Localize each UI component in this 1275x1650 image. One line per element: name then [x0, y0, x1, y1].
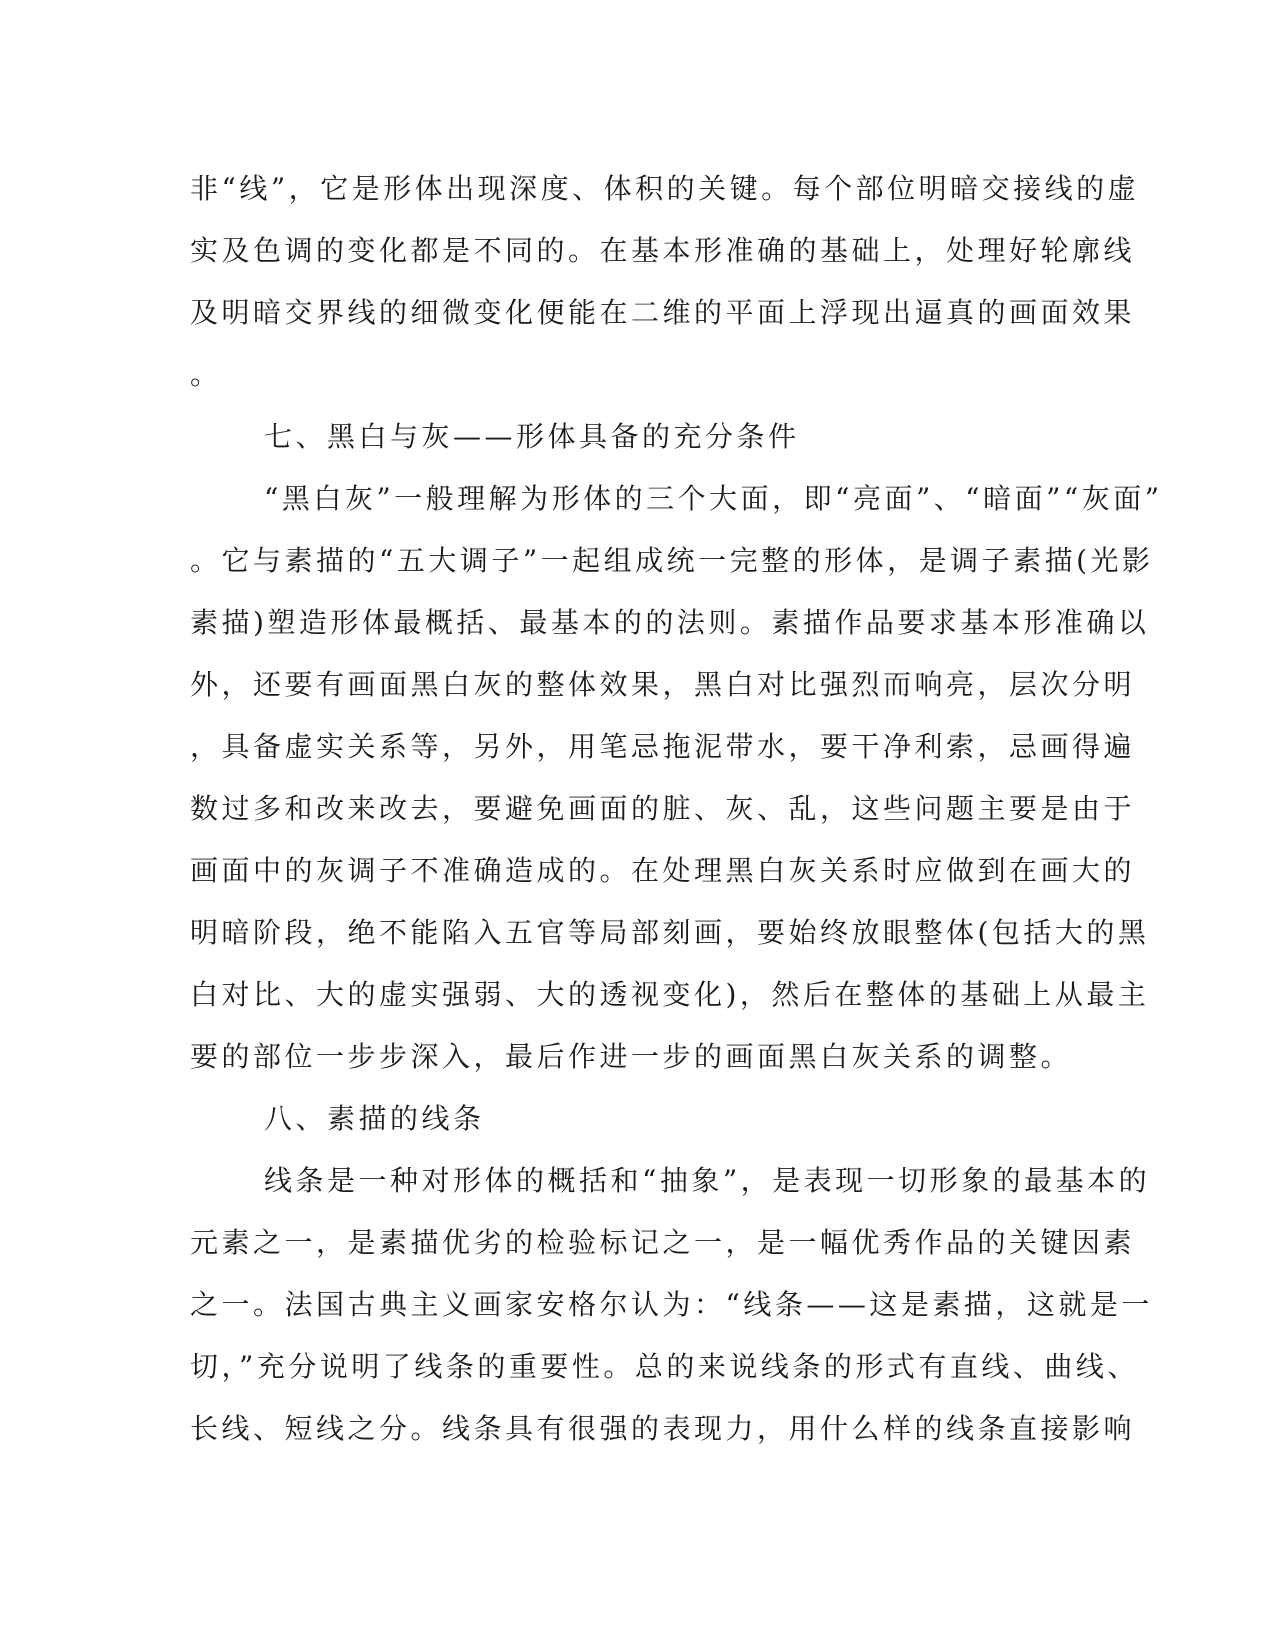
text-line: 。它与素描的“五大调子”一起组成统一完整的形体，是调子素描(光影 — [190, 544, 1154, 577]
section-heading-8: 八、素描的线条 — [264, 1102, 485, 1135]
text-line: “黑白灰”一般理解为形体的三个大面，即“亮面”、“暗面”“灰面” — [264, 482, 1163, 515]
text-line: 素描)塑造形体最概括、最基本的的法则。素描作品要求基本形准确以 — [190, 606, 1150, 639]
text-line: 元素之一，是素描优劣的检验标记之一，是一幅优秀作品的关键因素 — [190, 1226, 1136, 1259]
section-heading-7: 七、黑白与灰——形体具备的充分条件 — [264, 420, 800, 453]
text-line: 明暗阶段，绝不能陷入五官等局部刻画，要始终放眼整体(包括大的黑 — [190, 916, 1150, 949]
text-line: 外，还要有画面黑白灰的整体效果，黑白对比强烈而响亮，层次分明 — [190, 668, 1136, 701]
text-line: 实及色调的变化都是不同的。在基本形准确的基础上，处理好轮廓线 — [190, 234, 1136, 267]
text-line: 及明暗交界线的细微变化便能在二维的平面上浮现出逼真的画面效果 — [190, 296, 1136, 329]
text-line: 切，”充分说明了线条的重要性。总的来说线条的形式有直线、曲线、 — [190, 1350, 1139, 1383]
text-line: 画面中的灰调子不准确造成的。在处理黑白灰关系时应做到在画大的 — [190, 854, 1136, 887]
text-line: 白对比、大的虚实强弱、大的透视变化)，然后在整体的基础上从最主 — [190, 978, 1150, 1011]
document-text-body — [190, 158, 1163, 1460]
text-line: ，具备虚实关系等，另外，用笔忌拖泥带水，要干净利索，忌画得遍 — [190, 730, 1136, 763]
text-line: 数过多和改来改去，要避免画面的脏、灰、乱，这些问题主要是由于 — [190, 792, 1136, 825]
text-line: 线条是一种对形体的概括和“抽象”，是表现一切形象的最基本的 — [264, 1164, 1151, 1197]
text-line: 非“线”，它是形体出现深度、体积的关键。每个部位明暗交接线的虚 — [190, 172, 1140, 205]
text-line: 长线、短线之分。线条具有很强的表现力，用什么样的线条直接影响 — [190, 1412, 1136, 1445]
text-line: 。 — [190, 358, 222, 391]
text-line: 要的部位一步步深入，最后作进一步的画面黑白灰关系的调整。 — [190, 1040, 1073, 1073]
text-line: 之一。法国古典主义画家安格尔认为：“线条——这是素描，这就是一 — [190, 1288, 1153, 1321]
